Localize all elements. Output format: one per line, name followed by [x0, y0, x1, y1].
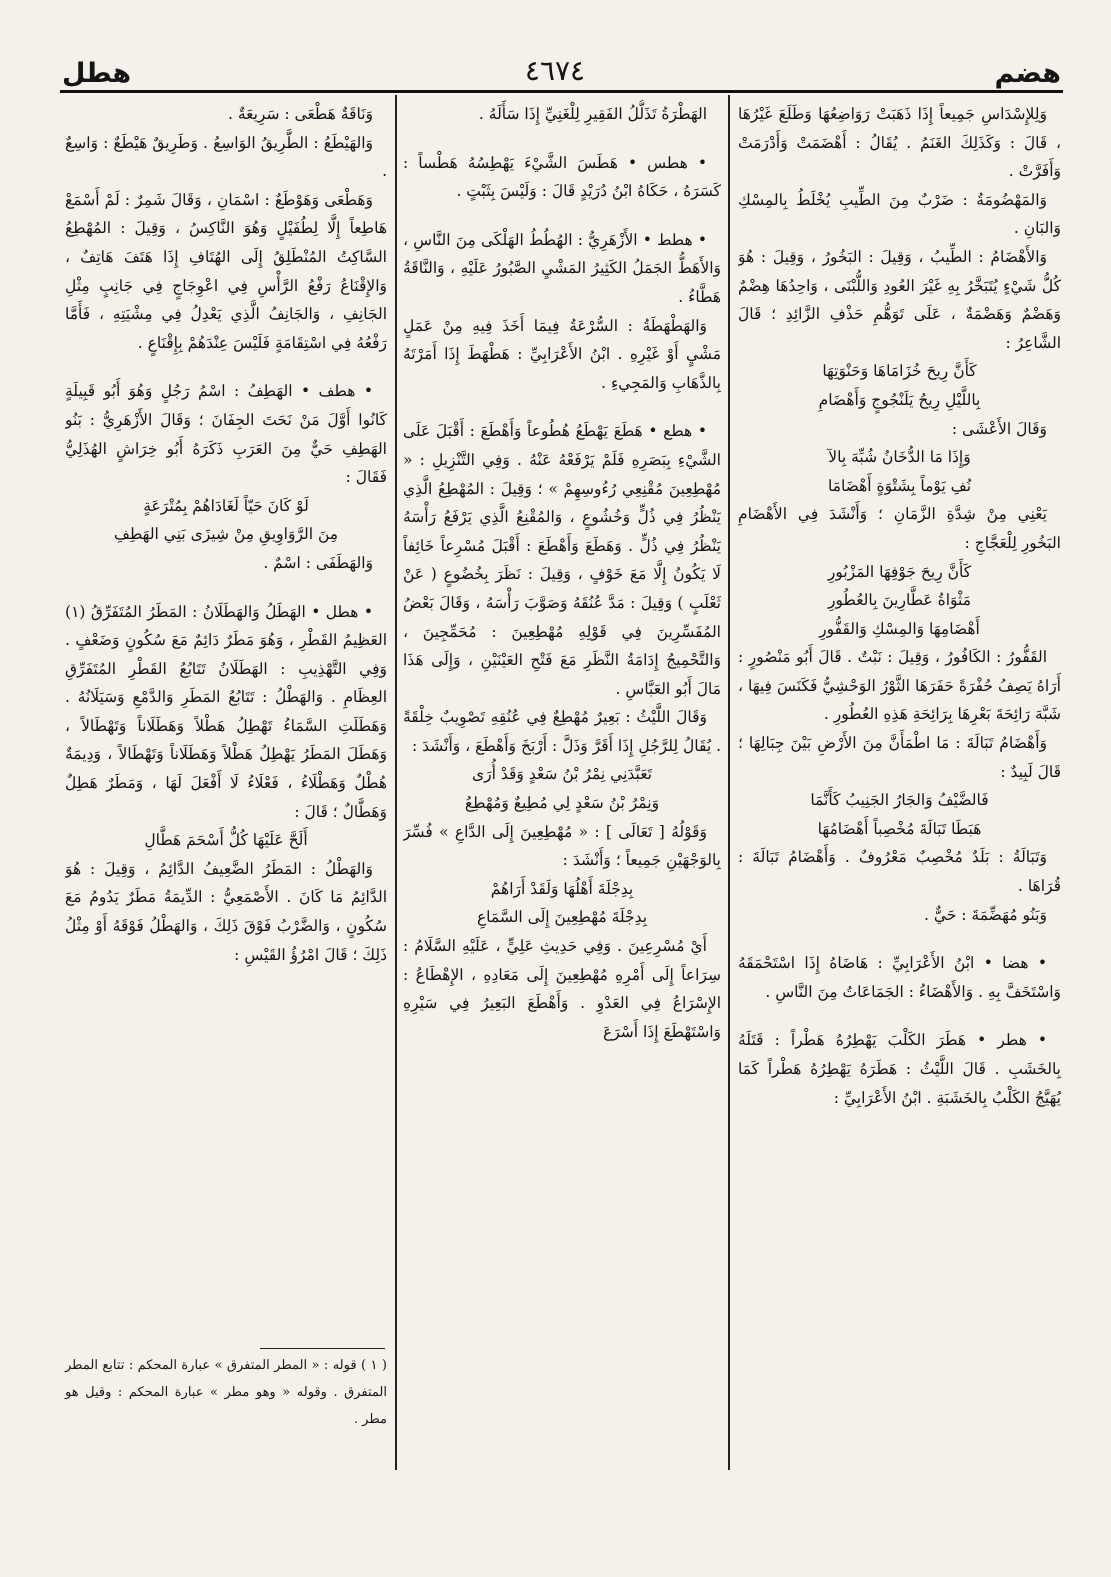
verse-line: كَأَنَّ رِيحَ خُزَامَاهَا وَحَنْوَتِهَا [822, 362, 977, 381]
entry-text: القَفُّورُ : الكَافُورُ ، وَقِيلَ : نَبْتٌ . قَالَ أَبُو مَنْصُورٍ : أَرَاهُ يَصِفُ حُفْرَةً حَفَرَهَا الثَّوْرُ الوَحْشِيُّ فَكَنَسَ فِيهَا ، شَبَّهَ رَائِحَةَ بَعْرِهَا بِرَائِحَةِ هَذِهِ العُطُورِ . [738, 648, 1061, 724]
verse-line: مَثْوَاةُ عَطَّارِينَ بِالعُطُورِ [828, 591, 971, 610]
entry-text: وَقَوْلُهُ [ تَعَالَى ] : « مُهْطِعِينَ إِلَى الدَّاعِ » فُسِّرَ بِالوَجْهَيْنِ جَمِيعاً ؛ وَأَنْشَدَ : [403, 822, 721, 870]
headword-entry-hataf: • هطف • الهَطِفُ : اسْمُ رَجُلٍ وَهُوَ أَبُو قَبِيلَةٍ كَانُوا أَوَّلَ مَنْ نَحَتَ الجِفَانَ ؛ وَقَالَ الأَزْهَرِيُّ : بَنُو الهَطِفِ حَيٌّ مِنَ العَرَبِ ذَكَرَهُ أَبُو خِرَاشٍ الهُذَلِيُّ فَقَالَ : [65, 382, 387, 487]
header-left-catchword: هطل [62, 58, 132, 89]
verse-line: هَبَطَا تَبَالَةَ مُخْصِباً أَهْضَامُهَا [817, 819, 982, 838]
page-number: ٤٦٧٤ [524, 54, 586, 87]
entry-text: وَتَبَالَةُ : بَلَدٌ مُخْصِبٌ مَعْرُوفٌ . وَأَهْضَامُ تَبَالَةَ : قُرَاهَا . [738, 848, 1061, 896]
headword-entry-hatar: • هطر • هَطَرَ الكَلْبَ يَهْطِرُهُ هَطْراً : قَتَلَهُ بِالخَشَبِ . قَالَ اللَّيْثُ : هَطَرَهُ يَهْطِرُهُ هَطْراً كَمَا يُهَيَّجُ الكَلْبُ بِالخَشَبَةِ . ابْنُ الأَعْرَابِيِّ : [738, 1031, 1061, 1107]
header-right-catchword: هضم [994, 58, 1061, 89]
entry-text: وَالهَيْطَعُ : الطَّرِيقُ الوَاسِعُ . وَطَرِيقٌ هَيْطَعٌ : وَاسِعٌ . [65, 133, 387, 181]
entry-text: يَعْنِي مِنْ شِدَّةِ الزَّمَانِ ؛ وَأَنْشَدَ فِي الأَهْضَامِ البَخُورِ لِلْعَجَّاجِ : [738, 505, 1061, 552]
verse-line: لَوْ كَانَ حَيّاً لَغَادَاهُمْ بِمُتْرَعَةٍ [143, 496, 309, 515]
verse-line: نُفِ يَوْماً بِشَتْوَةٍ أَهْضَامَا [827, 476, 972, 495]
entry-text: وَبَنُو مُهَضِّمَةَ : حَيٌّ . [923, 905, 1047, 924]
column-middle [403, 100, 721, 1440]
entry-text: وَقَالَ الأَعْشَى : [951, 419, 1047, 438]
verse-line: تَعَبَّدَنِي نِمْرُ بْنُ سَعْدٍ وَقَدْ أُرَى [472, 765, 652, 784]
verse-line: كَأَنَّ رِيحَ جَوْفِهَا المَزْبُورِ [827, 562, 972, 581]
verse-line: بِدِجْلَةَ أَهْلُهَا وَلَقَدْ أَرَاهُمْ [490, 879, 634, 898]
verse-line: بِاللَّيْلِ رِيحُ يَلَنْجُوجٍ وَأَهْضَامِ [818, 390, 981, 409]
column-divider-right [728, 95, 730, 1470]
verse-line: أَلَحَّ عَلَيْهَا كُلُّ أَسْحَمَ هَطَّالِ [144, 831, 308, 850]
header-rule [60, 90, 1063, 93]
entry-text: وَالأَهْضَامُ : الطِّيبُ ، وَقِيلَ : البَخُورُ ، وَقِيلَ : هُوَ كُلُّ شَيْءٍ يُتَبَخَّرُ بِهِ غَيْرَ العُودِ وَاللُّبْنَى ، وَاحِدُهَا هِضْمٌ وَهَضْمٌ وَهَضْمَةٌ ، عَلَى تَوَهُّمِ حَذْفِ الزَّائِدِ ؛ قَالَ الشَّاعِرُ : [738, 247, 1061, 352]
entry-text: وَنَاقَةٌ هَطْعَى : سَرِيعَةٌ . [227, 105, 373, 123]
footnote-rule [260, 1348, 385, 1349]
verse-line: وَإِذَا مَا الدُّخَانُ شُبِّهَ بِالآ [828, 448, 971, 467]
entry-text: وَأَهْضَامُ تَبَالَةَ : مَا اطْمَأَنَّ مِنَ الأَرْضِ بَيْنَ جِبَالِهَا ؛ قَالَ لَبِيدٌ : [738, 734, 1061, 781]
entry-text: وَالهَطْهَطَةُ : السُّرْعَةُ فِيمَا أَخَذَ فِيهِ مِنْ عَمَلٍ مَشْيٍ أَوْ غَيْرِهِ . ابْنُ الأَعْرَابِيِّ : هَطْهَطَ إِذَا أَمَرْتَهُ بِالذَّهَابِ وَالمَجِيءِ . [403, 316, 721, 392]
entry-text: وَقَالَ اللَّيْثُ : بَعِيرٌ مُهْطِعٌ فِي عُنُقِهِ تَصْوِيبٌ خِلْقَةً . يُقَالُ لِلرَّجُلِ إِذَا أَقَرَّ وَذَلَّ : أَرْبَخَ وَأَهْطَعَ ، وَأَنْشَدَ : [403, 708, 721, 755]
verse-line: وَنِمْرُ بْنُ سَعْدٍ لِي مُطِيعٌ وَمُهْطِعُ [464, 794, 660, 813]
entry-text: أَيْ مُسْرِعِينَ . وَفِي حَدِيثِ عَلِيٍّ ، عَلَيْهِ السَّلَامُ : سِرَاعاً إِلَى أَمْرِهِ مُهْطِعِينَ إِلَى مَعَادِهِ ، الإِهْطَاعُ : الإِسْرَاعُ فِي العَدْوِ . وَأَهْطَعَ البَعِيرُ فِي سَيْرِهِ وَاسْتَهْطَعَ إِذَا أَسْرَعَ [403, 937, 721, 1041]
headword-entry-hatas: • هطس • هَطَسَ الشَّيْءَ يَهْطِسُهُ هَطْساً : كَسَرَهُ ، حَكَاهُ ابْنُ دُرَيْدٍ قَالَ : وَلَيْسَ بِثَبْتٍ . [403, 153, 721, 201]
column-right [738, 100, 1061, 1440]
entry-text: وَهَطْعَى وَهَوْطَعٌ : اسْمَانِ ، وَقَالَ شَمِرٌ : لَمْ أَسْمَعْ هَاطِعاً إِلَّا لِطُفَيْلٍ وَهُوَ النَّاكِسُ ، وَقِيلَ : المُهْطِعُ السَّاكِتُ المُنْطَلِقُ إِلَى الهُتَافِ إِذَا هَتَفَ هَاتِفٌ ، وَالإِقْنَاعُ رَفْعُ الرَّأْسِ فِي اعْوِجَاجٍ فِي جَانِبٍ مِثْلِ الجَانِفِ ، وَالجَانِفُ الَّذِي يَعْدِلُ فِي مِشْيَتِهِ ، فَأَمَّا رَفْعُهُ فِي اسْتِقَامَةٍ فَلَيْسَ عِنْدَهُمْ بِإِقْنَاعٍ . [65, 190, 387, 352]
entry-text: وَالمَهْضُومَةُ : ضَرْبٌ مِنَ الطِّيبِ يُخْلَطُ بِالمِسْكِ وَالبَانِ . [738, 190, 1061, 238]
entry-text: وَالهَطْلُ : المَطَرُ الضَّعِيفُ الدَّائِمُ ، وَقِيلَ : هُوَ الدَّائِمُ مَا كَانَ . الأَصْمَعِيُّ : الدِّيمَةُ مَطَرٌ يَدُومُ مَعَ سُكُونٍ ، وَالضَّرْبُ فَوْقَ ذَلِكَ ، وَالهَطْلُ فَوْقَهُ أَوْ مِثْلُ ذَلِكَ ؛ قَالَ امْرُؤُ القَيْسِ : [65, 859, 387, 964]
column-left [65, 100, 387, 1350]
verse-line: أَهْضَامِهَا وَالمِسْكِ وَالقَفُّورِ [819, 619, 980, 638]
headword-entry-hada: • هضا • ابْنُ الأَعْرَابِيِّ : هَاضَاهُ إِذَا اسْتَحْمَقَهُ وَاسْتَخَفَّ بِهِ . وَالأَهْضَاءُ : الجَمَاعَاتُ مِنَ النَّاسِ . [738, 954, 1061, 1001]
verse-line: مِنَ الرَّوَاوِيقِ مِنْ شِيزَى بَنِي الهَطِفِ [113, 525, 339, 544]
footnote: ( ١ ) قوله : « المطر المتفرق » عبارة المحكم : تتابع المطر المتفرق . وقوله « وهو مطر » عبارة المحكم : وقيل هو مطر . [65, 1358, 387, 1427]
entry-text: الهَطْرَةُ تَذَلُّلُ الفَقِيرِ لِلْغَنِيِّ إِذَا سَأَلَهُ . [478, 105, 707, 123]
headword-entry-hatal: • هطل • الهَطَلُ وَالهَطَلَانُ : المَطَرُ المُتَفَرِّقُ (١) العَظِيمُ القَطْرِ ، وَهُوَ مَطَرٌ دَائِمٌ مَعَ سُكُونٍ وَضَعْفٍ . وَفِي التَّهْذِيبِ : الهَطَلَانُ تَتَابُعُ القَطْرِ المُتَفَرِّقِ العِظَامِ . وَالهَطْلُ : تَتَابُعُ المَطَرِ وَالدَّمْعِ وَسَيَلَانُهُ . وَهَطَلَتِ السَّمَاءُ تَهْطِلُ هَطْلاً وَهَطَلَاناً وَتَهْطَالاً ، وَهَطَلَ المَطَرُ يَهْطِلُ هَطْلاً وَهَطَلَاناً وَتَهْطَالاً ، وَدِيمَةٌ هُطْلٌ وَهَطْلَاءُ ، فَعْلَاءُ لَا أَفْعَلَ لَهَا ، وَمَطَرٌ هَطِلٌ وَهَطَّالٌ ؛ قَالَ : [65, 602, 387, 821]
headword-entry-hata: • هطع • هَطَعَ يَهْطَعُ هُطُوعاً وَأَهْطَعَ : أَقْبَلَ عَلَى الشَّيْءِ بِبَصَرِهِ فَلَمْ يَرْفَعْهُ عَنْهُ . وَفِي التَّنْزِيلِ : « مُهْطِعِينَ مُقْنِعِي رُءُوسِهِمْ » ؛ وَقِيلَ : المُهْطِعُ الَّذِي يَنْظُرُ فِي ذُلٍّ وَخُشُوعٍ ، وَالمُقْنِعُ الَّذِي يَرْفَعُ رَأْسَهُ يَنْظُرُ فِي ذُلٍّ . وَهَطَعَ وَأَهْطَعَ : أَقْبَلَ مُسْرِعاً خَائِفاً لَا يَكُونُ إِلَّا مَعَ خَوْفٍ ، وَقِيلَ : نَظَرَ بِخُضُوعٍ ( عَنْ ثَعْلَبٍ ) وَقِيلَ : مَدَّ عُنُقَهُ وَصَوَّبَ رَأْسَهُ ، وَقَالَ بَعْضُ المُفَسِّرِينَ فِي قَوْلِهِ مُهْطِعِينَ : مُحَمِّجِينَ ، وَالتَّحْمِيجُ إِدَامَةُ النَّظَرِ مَعَ فَتْحِ العَيْنَيْنِ ، وَإِلَى هَذَا مَالَ أَبُو العَبَّاسِ . [403, 422, 721, 698]
headword-entry-hatat: • هطط • الأَزْهَرِيُّ : الهُطُطُ الهَلْكَى مِنَ النَّاسِ ، وَالأَهَطُّ الجَمَلُ الكَثِيرُ المَشْيِ الصَّبُورُ عَلَيْهِ ، وَالنَّاقَةُ هَطَّاءُ . [403, 230, 721, 306]
entry-text: وَلِلإِسْدَاسِ جَمِيعاً إِذَا ذَهَبَتْ رَوَاضِعُهَا وَطَلَعَ غَيْرُهَا ، قَالَ : وَكَذَلِكَ الغَنَمُ . يُقَالُ : أَهْضَمَتْ وَأَدْرَمَتْ وَأَفَرَّتْ . [738, 105, 1061, 181]
verse-line: فَالضَّيْفُ وَالجَارُ الجَنِيبُ كَأَنَّمَا [810, 791, 989, 810]
verse-line: بِدِجْلَةَ مُهْطِعِينَ إِلَى السَّمَاعِ [476, 908, 648, 927]
entry-text: وَالهَطَفَى : اسْمٌ . [263, 553, 373, 572]
column-divider-left [395, 95, 397, 1470]
